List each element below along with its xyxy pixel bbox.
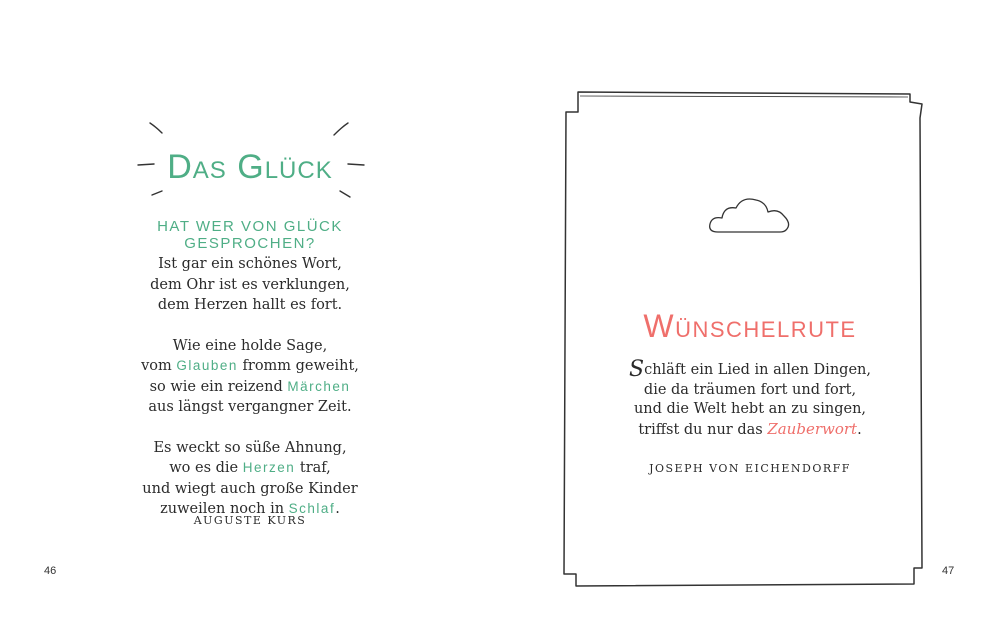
- poem-left: [100, 218, 400, 520]
- poem-heading: HAT WER VON GLÜCK GESPROCHEN?: [157, 218, 343, 252]
- highlight-word: Schlaf: [288, 501, 336, 516]
- poem-line: die da träumen fort und fort,: [643, 381, 857, 398]
- text: zuweilen noch in: [160, 501, 289, 517]
- poem-line: dem Ohr ist es verklungen,: [150, 276, 350, 293]
- page-title-right: Wünschelrute: [643, 308, 857, 344]
- text: fromm geweiht,: [237, 358, 359, 374]
- text: .: [335, 501, 340, 517]
- poem-right: [600, 357, 900, 440]
- poem-line: und wiegt auch große Kinder: [142, 480, 358, 497]
- poem-line: dem Herzen hallt es fort.: [157, 297, 343, 313]
- author-left: AUGUSTE KURS: [193, 514, 307, 527]
- text: wo es die: [169, 460, 243, 476]
- drop-cap: S: [629, 357, 645, 382]
- author-right: JOSEPH VON EICHENDORFF: [649, 462, 851, 475]
- poem-line: [100, 458, 400, 479]
- text: triffst du nur das: [638, 421, 768, 438]
- highlight-word: Glauben: [176, 358, 238, 373]
- stanza-3: [100, 438, 400, 520]
- right-page: [500, 0, 1000, 620]
- page-number-left: 46: [44, 565, 57, 577]
- poem-line: Es weckt so süße Ahnung,: [153, 439, 347, 456]
- text: .: [857, 421, 862, 438]
- highlight-word: Herzen: [242, 460, 296, 475]
- text: vom: [141, 358, 177, 374]
- poem-line: und die Welt hebt an zu singen,: [633, 401, 867, 417]
- text: traf,: [295, 460, 331, 476]
- text: chläft ein Lied in allen Dingen,: [644, 362, 871, 378]
- stanza-1: [100, 254, 400, 316]
- poem-line: aus längst vergangner Zeit.: [148, 399, 352, 415]
- cloud-icon: [708, 194, 792, 238]
- highlight-word: Märchen: [287, 378, 351, 394]
- page-title-left: Das Glück: [167, 148, 333, 186]
- page-number-right: 47: [942, 565, 955, 577]
- poem-line: [100, 377, 400, 398]
- poem-line: [600, 357, 900, 382]
- text: so wie ein reizend: [149, 378, 288, 395]
- poem-line: [600, 420, 900, 441]
- poem-line: Wie eine holde Sage,: [172, 337, 328, 354]
- poem-line: Ist gar ein schönes Wort,: [158, 256, 342, 272]
- highlight-word: Zauberwort: [767, 419, 858, 438]
- poem-line: [100, 356, 400, 377]
- stanza-2: [100, 336, 400, 418]
